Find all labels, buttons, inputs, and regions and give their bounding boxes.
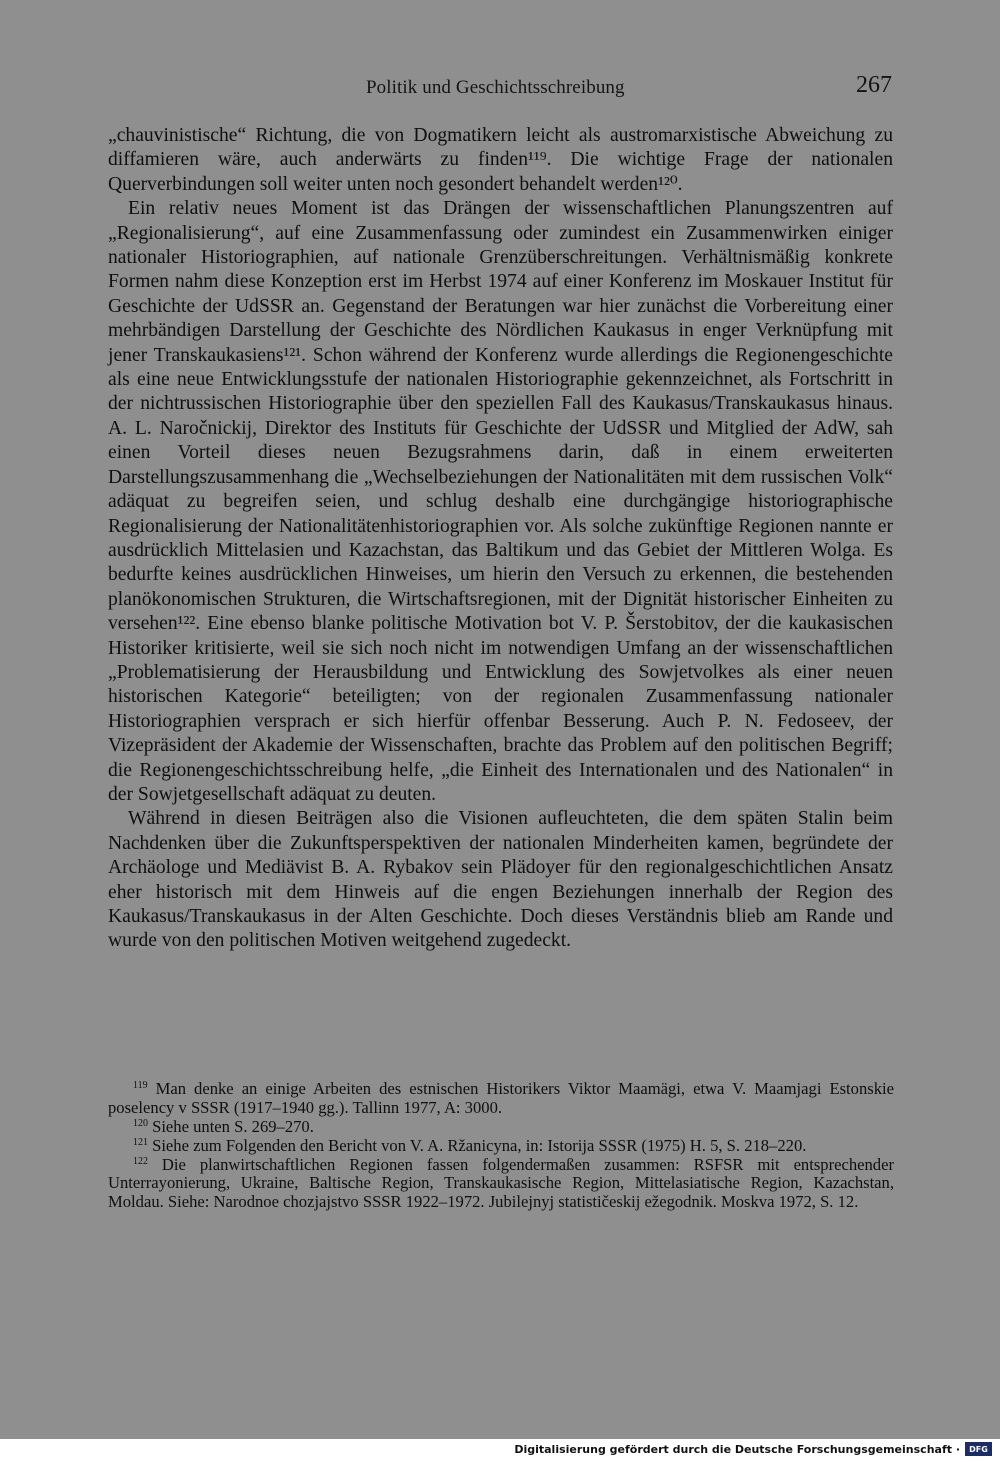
footnotes xyxy=(108,1080,894,1212)
footnote xyxy=(108,1118,894,1137)
footnote-number: 119 xyxy=(133,1080,148,1092)
footnote-number: 122 xyxy=(133,1155,148,1167)
funding-credit: Digitalisierung gefördert durch die Deutsche Forschungsgemeinschaft · xyxy=(514,1443,960,1456)
footnote-text: Man denke an einige Arbeiten des estnischen Historikers Viktor Maamägi, etwa V. Maamjagi Estonskie poselency v SSSR (1917–1940 gg.). Tallinn 1977, A: 3000. xyxy=(108,1079,894,1117)
digitization-footer xyxy=(0,1439,1000,1462)
footnote xyxy=(108,1137,894,1156)
paragraph: Während in diesen Beiträgen also die Visionen aufleuchteten, die dem späten Stalin beim Nachdenken über die Zukunftsperspektiven der nationalen Minderheiten kamen, begründete der Archäologe und Mediävist B. A. Rybakov sein Plädoyer für den regionalgeschichtlichen Ansatz eher historisch mit dem Hinweis auf die engen Beziehungen innerhalb der Region des Kaukasus/Transkaukasus in der Alten Geschichte. Doch dieses Verständnis blieb am Rande und wurde von den politischen Motiven weitgehend zugedeckt. xyxy=(108,808,893,952)
footnote-number: 121 xyxy=(133,1136,148,1148)
footnote xyxy=(108,1080,894,1117)
footnote xyxy=(108,1156,894,1212)
body-text xyxy=(108,124,893,954)
dfg-logo: DFG xyxy=(965,1442,992,1456)
paragraph: „chauvinistische“ Richtung, die von Dogmatikern leicht als austromarxistische Abweichung zu diffamieren wäre, auch anderwärts zu finden¹¹⁹. Die wichtige Frage der nationalen Querverbindungen soll weiter unten noch gesondert behandelt werden¹²⁰. xyxy=(108,125,893,195)
paragraph: Ein relativ neues Moment ist das Drängen der wissenschaftlichen Planungszentren auf „Regionalisierung“, auf eine Zusammenfassung oder zumindest ein Zusammenwirken einiger nationaler Historiographien, auf nationale Grenzüberschreitungen. Verhältnismäßig konkrete Formen nahm diese Konzeption erst im Herbst 1974 auf einer Konferenz im Moskauer Institut für Geschichte der UdSSR an. Gegenstand der Beratungen war hier zunächst die Vorbereitung einer mehrbändigen Darstellung der Geschichte des Nördlichen Kaukasus in enger Verknüpfung mit jener Transkaukasiens¹²¹. Schon während der Konferenz wurde allerdings die Regionengeschichte als eine neue Entwicklungsstufe der nationalen Historiographie gekennzeichnet, als Fortschritt in der nichtrussischen Historiographie über den speziellen Fall des Kaukasus/Transkaukasus hinaus. A. L. Naročnickij, Direktor des Instituts für Geschichte der UdSSR und Mitglied der AdW, sah einen Vorteil dieses neuen Bezugsrahmens darin, daß in einem erweiterten Darstellungszusammenhang die „Wechselbeziehungen der Nationalitäten mit dem russischen Volk“ adäquat zu begreifen seien, und schlug deshalb eine durchgängige historiographische Regionalisierung der Nationalitätenhistoriographien vor. Als solche zukünftige Regionen nannte er ausdrücklich Mittelasien und Kazachstan, das Baltikum und das Gebiet der Mittleren Wolga. Es bedurfte keines ausdrücklichen Hinweises, um hierin den Versuch zu erkennen, die bestehenden planökonomischen Strukturen, die Wirtschaftsregionen, mit der Dignität historischer Einheiten zu versehen¹²². Eine ebenso blanke politische Motivation bot V. P. Šerstobitov, der die kaukasischen Historiker kritisierte, weil sie sich noch nicht im notwendigen Umfang an der wissenschaftlichen „Problematisierung der Herausbildung und Entwicklung des Sowjetvolkes als einer neuen historischen Kategorie“ beteiligten; von der regionalen Zusammenfassung nationaler Historiographien versprach er sich hierfür offenbar Besserung. Auch P. N. Fedoseev, der Vizepräsident der Akademie der Wissenschaften, brachte das Problem auf den politischen Begriff; die Regionengeschichtsschreibung helfe, „die Einheit des Internationalen und des Nationalen“ in der Sowjetgesellschaft adäquat zu deuten. xyxy=(108,198,893,805)
page-number: 267 xyxy=(856,72,892,98)
running-header: Politik und Geschichtsschreibung xyxy=(366,77,625,98)
footnote-number: 120 xyxy=(133,1117,148,1129)
footnote-text: Die planwirtschaftlichen Regionen fassen folgendermaßen zusammen: RSFSR mit entsprechender Unterrayonierung, Ukraine, Baltische Region, Transkaukasische Region, Mittelasiatische Region, Kazachstan, Moldau. Siehe: Narodnoe chozjajstvo SSSR 1922–1972. Jubilejnyj statističeskij ežegodnik. Moskva 1972, S. 12. xyxy=(108,1154,894,1211)
footnote-text: Siehe unten S. 269–270. xyxy=(152,1116,314,1136)
footnote-text: Siehe zum Folgenden den Bericht von V. A. Ržanicyna, in: Istorija SSSR (1975) H. 5, S. 218–220. xyxy=(152,1135,807,1155)
